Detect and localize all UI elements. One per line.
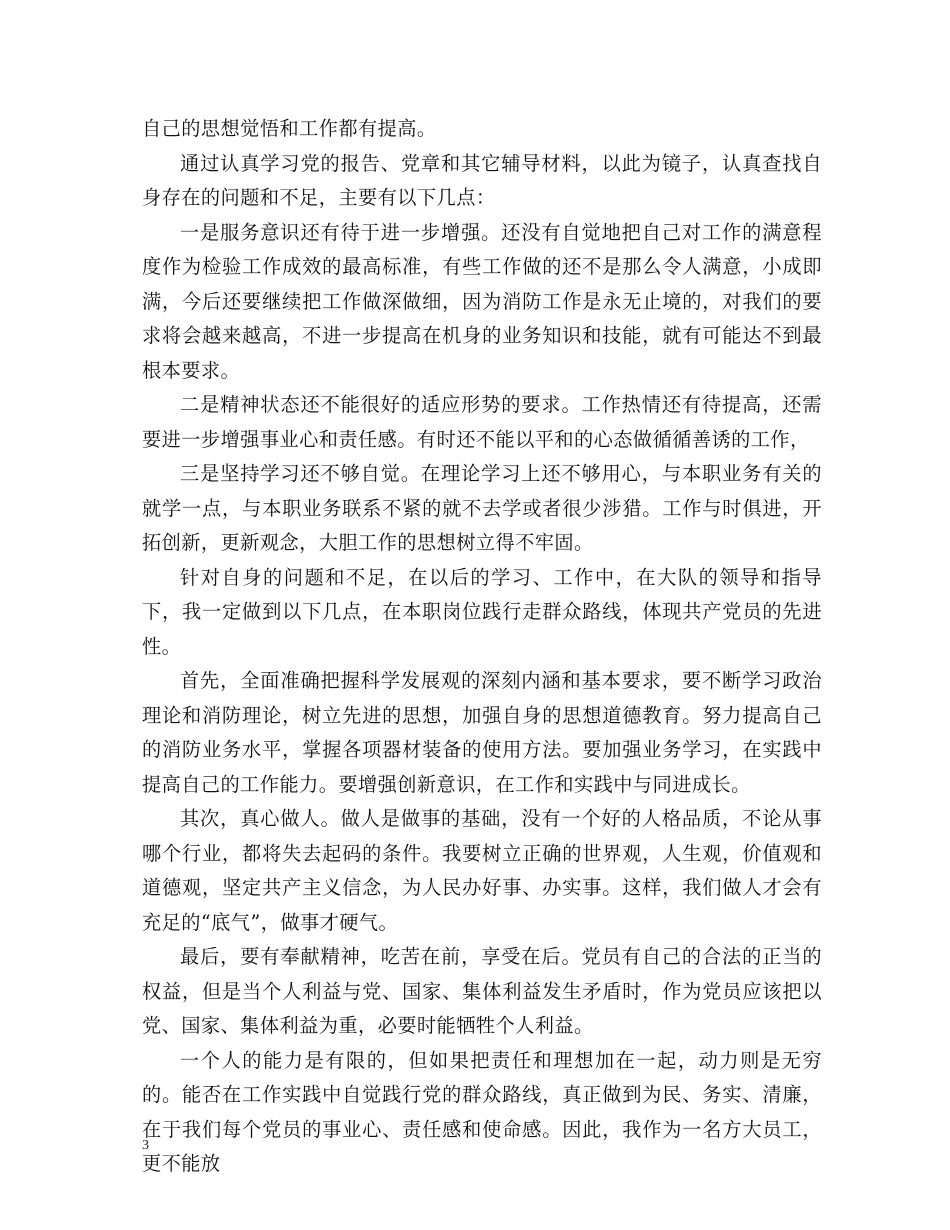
paragraph: 首先，全面准确把握科学发展观的深刻内涵和基本要求，要不断学习政治理论和消防理论，树立先进的思想，加强自身的思想道德教育。努力提高自己的消防业务水平，掌握各项器材装备的使用方法。要加强业务学习，在实践中提高自己的工作能力。要增强创新意识，在工作和实践中与同进成长。 bbox=[142, 669, 822, 796]
paragraph: 通过认真学习党的报告、党章和其它辅导材料，以此为镜子，认真查找自身存在的问题和不足，主要有以下几点： bbox=[142, 151, 822, 209]
document-body bbox=[142, 112, 822, 1182]
paragraph: 一是服务意识还有待于进一步增强。还没有自觉地把自己对工作的满意程度作为检验工作成效的最高标准，有些工作做的还不是那么令人满意，小成即满，今后还要继续把工作做深做细，因为消防工作是永无止境的，对我们的要求将会越来越高，不进一步提高在机身的业务知识和技能，就有可能达不到最根本要求。 bbox=[142, 220, 822, 382]
paragraph: 三是坚持学习还不够自觉。在理论学习上还不够用心，与本职业务有关的就学一点，与本职业务联系不紧的就不去学或者很少涉猎。工作与时俱进，开拓创新，更新观念，大胆工作的思想树立得不牢固。 bbox=[142, 462, 822, 554]
paragraph: 二是精神状态还不能很好的适应形势的要求。工作热情还有待提高，还需要进一步增强事业心和责任感。有时还不能以平和的心态做循循善诱的工作， bbox=[142, 393, 822, 451]
paragraph: 一个人的能力是有限的，但如果把责任和理想加在一起，动力则是无穷的。能否在工作实践中自觉践行党的群众路线，真正做到为民、务实、清廉，在于我们每个党员的事业心、责任感和使命感。因此，我作为一名方大员工，更不能放 bbox=[142, 1048, 822, 1175]
paragraph: 自己的思想觉悟和工作都有提高。 bbox=[142, 117, 437, 140]
paragraph: 针对自身的问题和不足，在以后的学习、工作中，在大队的领导和指导下，我一定做到以下几点，在本职岗位践行走群众路线，体现共产党员的先进性。 bbox=[142, 565, 822, 658]
page-number: 3 bbox=[142, 1138, 149, 1153]
paragraph: 最后，要有奉献精神，吃苦在前，享受在后。党员有自己的合法的正当的权益，但是当个人利益与党、国家、集体利益发生矛盾时，作为党员应该把以党、国家、集体利益为重，必要时能牺牲个人利益。 bbox=[142, 945, 822, 1037]
paragraph: 其次，真心做人。做人是做事的基础，没有一个好的人格品质，不论从事哪个行业，都将失去起码的条件。我要树立正确的世界观，人生观，价值观和道德观，坚定共产主义信念，为人民办好事、办实事。这样，我们做人才会有充足的“底气”，做事才硬气。 bbox=[142, 807, 822, 934]
